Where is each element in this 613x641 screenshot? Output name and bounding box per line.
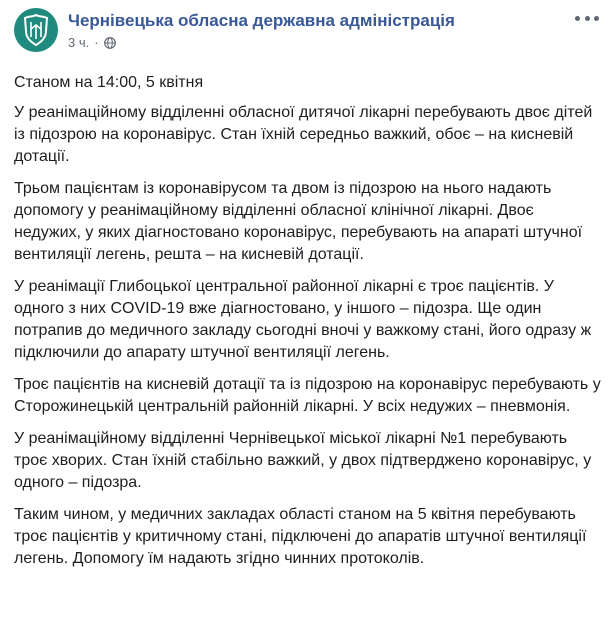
globe-icon[interactable] [104, 37, 116, 49]
page-avatar[interactable] [14, 8, 58, 52]
post-paragraph-4: У реанімації Глибоцької центральної районної лікарні є троє пацієнтів. У одного з них COVID-19 вже діагностовано, у іншого – підозра. Ще один потрапив до медичного закладу сьогодні вночі у важкому стані, його одразу ж підключили до апарату штучної вентиляції легень. [14, 278, 592, 361]
post-body [14, 72, 601, 570]
more-options-icon[interactable] [575, 12, 599, 24]
post-meta [68, 8, 455, 51]
post-header [14, 0, 601, 60]
post-paragraph-7: Таким чином, у медичних закладах області станом на 5 квітня перебувають троє пацієнтів у критичному стані, підключені до апаратів штучної вентиляції легень. Допомогу їм надають згідно чинних протоколів. [14, 506, 587, 567]
post-paragraph-3: Трьом пацієнтам із коронавірусом та двом із підозрою на нього надають допомогу у реанімаційному відділенні обласної клінічної лікарні. Двоє недужих, у яких діагностовано коронавірус, перебувають на апараті штучної вентиляції легень, решта – на кисневій дотації. [14, 180, 583, 263]
post-paragraph-6: У реанімаційному відділенні Чернівецької міської лікарні №1 перебувають троє хворих. Стан їхній стабільно важкий, у двох підтверджено коронавірус, у одного – підозра. [14, 430, 592, 491]
coat-of-arms-icon [19, 13, 53, 47]
post-paragraph-5: Троє пацієнтів на кисневій дотації та із підозрою на коронавірус перебувають у Сторожинецькій центральній районній лікарні. У всіх недужих – пневмонія. [14, 376, 601, 415]
page-name-link[interactable]: Чернівецька обласна державна адміністрація [68, 11, 455, 30]
post-subline [68, 35, 455, 51]
post-timestamp[interactable]: 3 ч. [68, 35, 90, 50]
meta-separator: · [94, 35, 99, 50]
post-paragraph-1: Станом на 14:00, 5 квітня [14, 74, 204, 91]
post-paragraph-2: У реанімаційному відділенні обласної дитячої лікарні перебувають двоє дітей із підозрою на коронавірус. Стан їхній середньо важкий, обоє – на кисневій дотації. [14, 104, 593, 165]
